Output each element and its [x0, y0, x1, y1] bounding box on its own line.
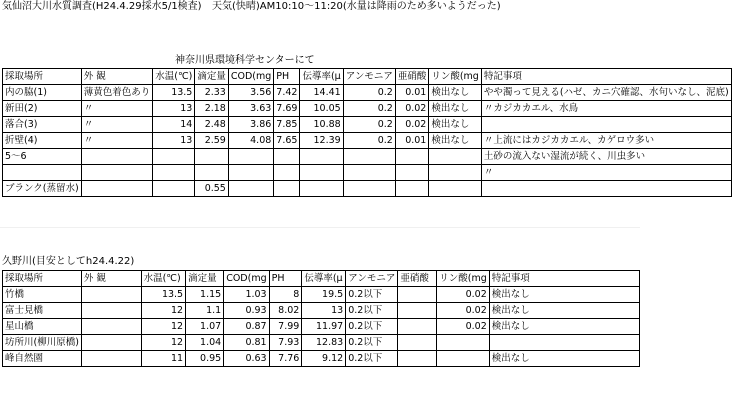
- column-header: アンモニア: [343, 69, 395, 85]
- table-cell: 0.81: [224, 335, 269, 351]
- table-cell: 星山橋: [3, 319, 82, 335]
- table-cell: [81, 335, 141, 351]
- table-cell: 富士見橋: [3, 303, 82, 319]
- column-header: PH: [269, 271, 302, 287]
- table-cell: [81, 165, 153, 181]
- table-cell: [81, 303, 141, 319]
- table-cell: 0.2: [343, 133, 395, 149]
- table-cell: 2.59: [195, 133, 229, 149]
- table-cell: 13: [153, 133, 195, 149]
- column-header: 伝導率(μ: [300, 69, 343, 85]
- table-cell: [81, 149, 153, 165]
- table-cell: 11.97: [302, 319, 346, 335]
- column-header: 水温(℃): [141, 271, 186, 287]
- table-cell: 検出なし: [489, 351, 639, 367]
- table-cell: 1.1: [186, 303, 224, 319]
- table-cell: 7.65: [274, 133, 300, 149]
- table-cell: 8.02: [269, 303, 302, 319]
- table-cell: 0.2: [343, 117, 395, 133]
- column-header: COD(mg: [224, 271, 269, 287]
- table-cell: 検出なし: [429, 117, 482, 133]
- table-cell: [195, 165, 229, 181]
- table-cell: [481, 117, 731, 133]
- table-cell: 0.02: [395, 101, 429, 117]
- table-cell: やや濁って見える(ハゼ、カニ穴確認、水句いなし、泥底): [481, 85, 731, 101]
- table-cell: 3.63: [228, 101, 273, 117]
- table-cell: [81, 181, 153, 197]
- table-cell: [153, 181, 195, 197]
- table-cell: 10.88: [300, 117, 343, 133]
- table-cell: [343, 181, 395, 197]
- table-row: [3, 149, 732, 165]
- table-cell: 8: [269, 287, 302, 303]
- table-cell: ブランク(蒸留水): [3, 181, 82, 197]
- table-row: [3, 101, 732, 117]
- table-cell: 0.93: [224, 303, 269, 319]
- table-cell: [429, 149, 482, 165]
- weather-note: 天気(快晴)AM10:10〜11:20(水量は降雨のため多いようだった): [212, 1, 501, 12]
- table-cell: [395, 165, 429, 181]
- table-cell: 〃上流にはカジカカエル、カゲロウ多い: [481, 133, 731, 149]
- table-cell: 9.12: [302, 351, 346, 367]
- table-cell: 2.18: [195, 101, 229, 117]
- table-row: [3, 351, 640, 367]
- water-quality-table-1: [2, 68, 732, 197]
- table-cell: 0.02: [437, 319, 490, 335]
- table-cell: 内の脇(1): [3, 85, 82, 101]
- table-cell: 〃: [81, 133, 153, 149]
- table-cell: 0.2以下: [346, 319, 398, 335]
- table-cell: 1.15: [186, 287, 224, 303]
- table-cell: 4.08: [228, 133, 273, 149]
- table-cell: 0.2: [343, 101, 395, 117]
- table-cell: [398, 335, 437, 351]
- table-row: [3, 287, 640, 303]
- table-cell: [228, 165, 273, 181]
- table-cell: 2.33: [195, 85, 229, 101]
- column-header: 滴定量: [186, 271, 224, 287]
- table-cell: 土砂の流入ない湿流が続く、川虫多い: [481, 149, 731, 165]
- table-cell: 検出なし: [489, 287, 639, 303]
- table-cell: 12: [141, 335, 186, 351]
- table-cell: [274, 165, 300, 181]
- table-cell: 1.04: [186, 335, 224, 351]
- table-cell: 13: [302, 303, 346, 319]
- table-cell: 7.42: [274, 85, 300, 101]
- table-cell: 検出なし: [489, 303, 639, 319]
- column-header: リン酸(mg: [437, 271, 490, 287]
- table-cell: 3.56: [228, 85, 273, 101]
- table-cell: 10.05: [300, 101, 343, 117]
- table-cell: [437, 351, 490, 367]
- table-cell: [274, 181, 300, 197]
- table-cell: 〃: [81, 117, 153, 133]
- table-cell: 7.69: [274, 101, 300, 117]
- table-cell: 坊所川(柳川原橋): [3, 335, 82, 351]
- column-header: リン酸(mg: [429, 69, 482, 85]
- table-cell: [437, 335, 490, 351]
- table-cell: [481, 181, 731, 197]
- column-header: 亜硝酸: [395, 69, 429, 85]
- table-cell: 11: [141, 351, 186, 367]
- table-row: [3, 303, 640, 319]
- column-header: COD(mg: [228, 69, 273, 85]
- table-cell: [228, 149, 273, 165]
- column-header: 特記事項: [489, 271, 639, 287]
- table-row: [3, 133, 732, 149]
- table-cell: [153, 149, 195, 165]
- table-cell: 7.85: [274, 117, 300, 133]
- table-cell: [81, 319, 141, 335]
- table-cell: 12.39: [300, 133, 343, 149]
- table-cell: 5〜6: [3, 149, 82, 165]
- table-cell: [153, 165, 195, 181]
- table-row: [3, 181, 732, 197]
- table-cell: 13.5: [141, 287, 186, 303]
- column-header: 採取場所: [3, 271, 82, 287]
- table-cell: 19.5: [302, 287, 346, 303]
- table-cell: 14: [153, 117, 195, 133]
- table-cell: 0.02: [395, 117, 429, 133]
- table-cell: 0.01: [395, 133, 429, 149]
- table-cell: [395, 181, 429, 197]
- table-cell: [398, 319, 437, 335]
- table-cell: 検出なし: [429, 133, 482, 149]
- table-cell: [300, 149, 343, 165]
- table-cell: [81, 287, 141, 303]
- table-cell: 2.48: [195, 117, 229, 133]
- document-title: 気仙沼大川水質調査(H24.4.29採水5/1検査): [2, 1, 202, 12]
- table-cell: 3.86: [228, 117, 273, 133]
- table-cell: [398, 351, 437, 367]
- table-cell: 13: [153, 101, 195, 117]
- table-cell: 0.2: [343, 85, 395, 101]
- table-cell: [429, 181, 482, 197]
- table-cell: [228, 181, 273, 197]
- table-cell: [429, 165, 482, 181]
- table-cell: 13.5: [153, 85, 195, 101]
- table-cell: 14.41: [300, 85, 343, 101]
- water-quality-table-2: [2, 270, 640, 367]
- table-cell: 0.87: [224, 319, 269, 335]
- table-cell: 0.02: [437, 287, 490, 303]
- table-cell: 〃カジカカエル、水鳥: [481, 101, 731, 117]
- column-header: 滴定量: [195, 69, 229, 85]
- table-cell: 1.07: [186, 319, 224, 335]
- table-row: [3, 165, 732, 181]
- table-cell: [343, 149, 395, 165]
- table-cell: 落合(3): [3, 117, 82, 133]
- table-cell: 7.76: [269, 351, 302, 367]
- table-cell: 折壁(4): [3, 133, 82, 149]
- table-cell: 0.2以下: [346, 351, 398, 367]
- table-cell: 〃: [481, 165, 731, 181]
- table-cell: [300, 165, 343, 181]
- table-cell: 0.63: [224, 351, 269, 367]
- column-header: PH: [274, 69, 300, 85]
- header-row: [3, 69, 732, 85]
- table-cell: [395, 149, 429, 165]
- table-cell: 竹橋: [3, 287, 82, 303]
- column-header: 外 観: [81, 69, 153, 85]
- table-row: [3, 319, 640, 335]
- table-cell: 0.2以下: [346, 335, 398, 351]
- table-cell: [300, 181, 343, 197]
- table-cell: 0.2以下: [346, 303, 398, 319]
- column-header: 特記事項: [481, 69, 731, 85]
- table-cell: 12.83: [302, 335, 346, 351]
- table-cell: 0.01: [395, 85, 429, 101]
- table-cell: 検出なし: [429, 85, 482, 101]
- table-cell: 12: [141, 319, 186, 335]
- table-row: [3, 85, 732, 101]
- table-cell: 〃: [81, 101, 153, 117]
- table-cell: 0.2以下: [346, 287, 398, 303]
- column-header: 採取場所: [3, 69, 82, 85]
- column-header: 外 観: [81, 271, 141, 287]
- table-cell: 0.95: [186, 351, 224, 367]
- table-cell: [398, 303, 437, 319]
- table-cell: 0.55: [195, 181, 229, 197]
- table-cell: 新田(2): [3, 101, 82, 117]
- header-row: [3, 271, 640, 287]
- table-cell: [274, 149, 300, 165]
- table-cell: [195, 149, 229, 165]
- table-row: [3, 117, 732, 133]
- separator: [0, 227, 640, 228]
- table-cell: [3, 165, 82, 181]
- column-header: アンモニア: [346, 271, 398, 287]
- column-header: 伝導率(μ: [302, 271, 346, 287]
- table-cell: [489, 335, 639, 351]
- table-cell: 12: [141, 303, 186, 319]
- table-cell: 検出なし: [489, 319, 639, 335]
- table-cell: 7.93: [269, 335, 302, 351]
- table-row: [3, 335, 640, 351]
- table-cell: [398, 287, 437, 303]
- table-cell: [343, 165, 395, 181]
- table-cell: 峰自然園: [3, 351, 82, 367]
- column-header: 亜硝酸: [398, 271, 437, 287]
- column-header: 水温(℃): [153, 69, 195, 85]
- table-cell: 検出なし: [429, 101, 482, 117]
- table-cell: 0.02: [437, 303, 490, 319]
- table-cell: [81, 351, 141, 367]
- table-cell: 薄黄色着色あり: [81, 85, 153, 101]
- table-cell: 7.99: [269, 319, 302, 335]
- section2-title: 久野川(目安としてh24.4.22): [2, 256, 135, 267]
- lab-note: 神奈川県環境科学センターにて: [175, 55, 315, 66]
- table-cell: 1.03: [224, 287, 269, 303]
